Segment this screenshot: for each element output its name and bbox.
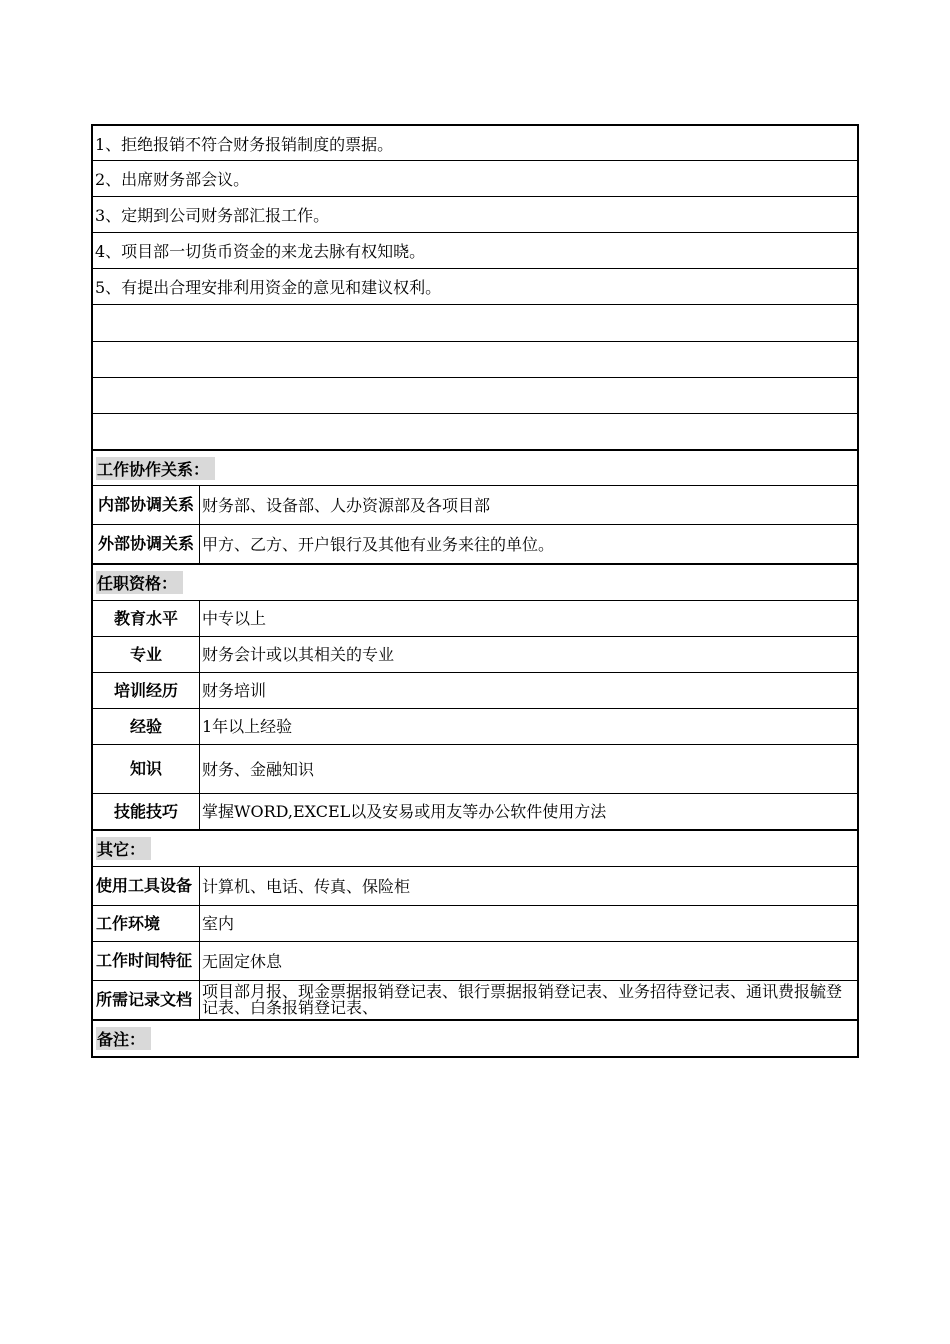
job-description-table: [91, 124, 859, 1058]
authority-row: [91, 269, 859, 305]
section-title: 任职资格：: [96, 571, 183, 594]
other-row: [91, 867, 859, 906]
authority-row: [91, 197, 859, 233]
authority-item: [93, 378, 95, 413]
cooperation-row: [91, 525, 859, 565]
qualification-value: 掌握WORD,EXCEL以及安易或用友等办公软件使用方法: [202, 802, 607, 821]
other-value: 项目部月报、现金票据报销登记表、银行票据报销登记表、业务招待登记表、通讯费报毓登记表、白条报销登记表、: [202, 982, 843, 1017]
authority-item: [93, 305, 95, 341]
qualification-row: [91, 745, 859, 794]
qualifications-section-header: [91, 565, 859, 601]
qualification-value: 财务培训: [202, 681, 267, 700]
other-section-header: [91, 831, 859, 867]
qualification-label: 经验: [93, 709, 200, 744]
other-row: [91, 942, 859, 981]
authority-row: [91, 233, 859, 269]
qualification-label: 教育水平: [93, 601, 200, 636]
other-row: [91, 906, 859, 942]
other-label: 工作时间特征: [93, 942, 200, 980]
qualification-value: 中专以上: [202, 609, 267, 628]
authority-item: 2、出席财务部会议。: [95, 170, 250, 189]
external-coordination-value: 甲方、乙方、开户银行及其他有业务来往的单位。: [202, 534, 555, 554]
qualification-row: [91, 637, 859, 673]
qualification-row: [91, 709, 859, 745]
internal-coordination-value: 财务部、设备部、人办资源部及各项目部: [202, 495, 491, 515]
cooperation-row: [91, 486, 859, 525]
other-label: 工作环境: [93, 906, 200, 941]
authority-item: 4、项目部一切货币资金的来龙去脉有权知晓。: [95, 242, 426, 261]
qualification-label: 技能技巧: [93, 794, 200, 829]
qualification-value: 财务会计或以其相关的专业: [202, 645, 395, 664]
authority-item: 1、拒绝报销不符合财务报销制度的票据。: [95, 134, 394, 154]
qualification-value: 1年以上经验: [202, 717, 293, 736]
other-value: 无固定休息: [202, 951, 283, 971]
authority-row: [91, 124, 859, 161]
authority-row-empty: [91, 305, 859, 342]
qualification-value: 财务、金融知识: [202, 759, 315, 779]
authority-item: 3、定期到公司财务部汇报工作。: [95, 206, 330, 225]
external-coordination-label: 外部协调关系: [93, 525, 200, 563]
other-value: 室内: [202, 914, 235, 933]
other-label: 使用工具设备: [93, 867, 200, 905]
authority-item: 5、有提出合理安排利用资金的意见和建议权利。: [95, 278, 442, 297]
authority-row-empty: [91, 342, 859, 378]
authority-row-empty: [91, 414, 859, 451]
section-title: 备注：: [96, 1027, 151, 1050]
cooperation-section-header: [91, 451, 859, 486]
qualification-label: 专业: [93, 637, 200, 672]
other-label: 所需记录文档: [93, 981, 200, 1019]
remarks-section: [91, 1021, 859, 1058]
section-title: 其它：: [96, 837, 151, 860]
internal-coordination-label: 内部协调关系: [93, 486, 200, 524]
qualification-row: [91, 794, 859, 831]
authority-item: [93, 414, 95, 449]
section-title: 工作协作关系：: [96, 457, 215, 480]
authority-row-empty: [91, 378, 859, 414]
qualification-label: 知识: [93, 745, 200, 793]
authority-row: [91, 161, 859, 197]
qualification-row: [91, 673, 859, 709]
other-row: [91, 981, 859, 1021]
qualification-label: 培训经历: [93, 673, 200, 708]
other-value: 计算机、电话、传真、保险柜: [202, 876, 411, 896]
authority-item: [93, 342, 95, 377]
qualification-row: [91, 601, 859, 637]
